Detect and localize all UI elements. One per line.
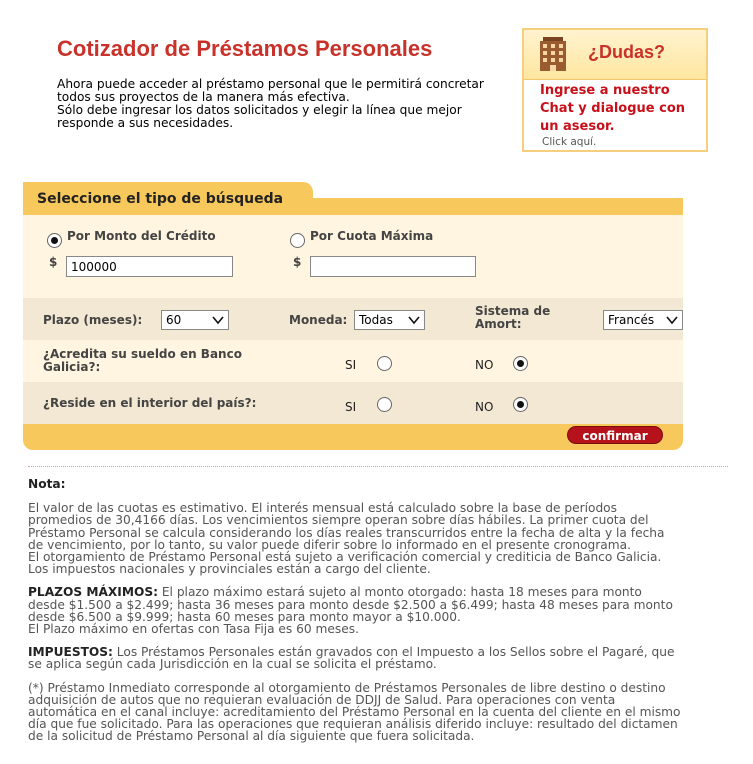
sueldo-question-line: ¿Acredita su sueldo en Banco: [43, 347, 242, 361]
notes-line: Préstamo Personal se calcula considerando los días reales transcurridos entre la fecha de alta y la fecha: [28, 525, 665, 540]
notes-line: automática en el canal incluye: acreditamiento del Préstamo Personal en la cuenta del cliente en el mismo: [28, 705, 681, 720]
notes-line: de vencimiento, por lo tanto, su valor puede diferir sobre lo informado en el presente cronograma.: [28, 537, 631, 552]
radio-por-cuota[interactable]: [290, 233, 305, 248]
notes-line: desde $6.500 a $9.999; hasta 60 meses para monto mayor a $10.000.: [28, 609, 461, 624]
notes-line: (*) Préstamo Inmediato corresponde al otorgamiento de Préstamos Personales de libre destino o destino: [28, 680, 666, 695]
reside-si-radio[interactable]: [377, 397, 392, 412]
notes-line: día que fue solicitado. Para las operaciones que requieran análisis diferido incluye: resultado del dictamen: [28, 717, 678, 732]
sistema-value: Francés: [608, 313, 655, 327]
sueldo-no-radio[interactable]: [513, 356, 528, 371]
plazo-select[interactable]: [161, 310, 229, 330]
chat-help-message[interactable]: Ingrese a nuestro Chat y dialogue con un asesor.: [540, 83, 686, 134]
impuestos-heading: IMPUESTOS:: [28, 645, 113, 660]
sueldo-no-label: NO: [475, 358, 494, 372]
page-title: Cotizador de Préstamos Personales: [57, 36, 433, 61]
cuota-input[interactable]: [310, 256, 476, 277]
divider: [28, 466, 728, 467]
notes-line: adquisición de autos que no requieran evaluación de DDJJ de Salud. Para operaciones con venta: [28, 692, 616, 707]
sueldo-si-label: SI: [345, 358, 357, 372]
moneda-value: Todas: [359, 313, 393, 327]
plazos-heading: PLAZOS MÁXIMOS:: [28, 585, 158, 600]
notes-line: Los impuestos nacionales y provinciales están a cargo del cliente.: [28, 562, 431, 577]
notes-heading: Nota:: [28, 477, 66, 491]
intro-line: Ahora puede acceder al préstamo personal que le permitirá concretar: [57, 77, 484, 91]
notes-paragraph-general: [28, 502, 731, 575]
intro-line: Sólo debe ingresar los datos solicitados y elegir la línea que mejor: [57, 103, 462, 117]
building-icon: [540, 37, 566, 71]
reside-si-label: SI: [345, 400, 357, 414]
moneda-label: Moneda:: [289, 313, 348, 327]
sueldo-question-line: Galicia?:: [43, 360, 101, 374]
moneda-select[interactable]: [354, 310, 425, 330]
notes-line: promedios de 30,4166 días. Los vencimientos siempre operan sobre días hábiles. La primer cuota del: [28, 513, 649, 528]
chat-help-link[interactable]: Click aquí.: [542, 136, 597, 148]
chat-help-header: [524, 30, 706, 80]
plazo-value: 60: [166, 313, 182, 327]
radio-por-monto[interactable]: [47, 233, 62, 248]
chat-help-box[interactable]: [522, 28, 708, 152]
notes-line: se aplica según cada Jurisdicción en la cual se solicita el préstamo.: [28, 657, 437, 672]
currency-symbol-monto: $: [49, 255, 58, 269]
label-por-monto: Por Monto del Crédito: [67, 229, 216, 243]
chevron-down-icon: [408, 315, 420, 325]
sistema-label: [475, 305, 550, 331]
sistema-select[interactable]: [603, 310, 683, 330]
monto-input[interactable]: [66, 256, 233, 277]
notes-paragraph-impuestos: [28, 646, 731, 670]
reside-no-radio[interactable]: [513, 397, 528, 412]
confirm-button[interactable]: confirmar: [567, 426, 663, 444]
notes-paragraph-plazos: [28, 586, 731, 635]
sueldo-si-radio[interactable]: [377, 356, 392, 371]
reside-question: ¿Reside en el interior del país?:: [43, 396, 257, 410]
chat-help-title: ¿Dudas?: [588, 42, 666, 62]
notes-line: de la solicitud de Préstamo Personal al día siguiente que fuera solicitada.: [28, 729, 475, 744]
notes-paragraph-inmediato: [28, 682, 731, 743]
chevron-down-icon: [666, 315, 678, 325]
plazo-label: Plazo (meses):: [43, 313, 143, 327]
notes-line: El Plazo máximo en ofertas con Tasa Fija es 60 meses.: [28, 622, 359, 637]
intro-line: responde a sus necesidades.: [57, 116, 234, 130]
notes-section: [28, 478, 731, 754]
notes-line: desde $1.500 a $2.499; hasta 36 meses para monto desde $2.500 a $6.499; hasta 48 meses para monto: [28, 597, 673, 612]
reside-no-label: NO: [475, 400, 494, 414]
search-tab: [23, 182, 313, 215]
currency-symbol-cuota: $: [293, 255, 302, 269]
notes-line: El valor de las cuotas es estimativo. El interés mensual está calculado sobre la base de períodos: [28, 501, 617, 516]
notes-line: El otorgamiento de Préstamo Personal está sujeto a verificación comercial y crediticia de Banco Galicia.: [28, 550, 662, 565]
search-tab-title: Seleccione el tipo de búsqueda: [37, 191, 284, 207]
sistema-label-line: Amort:: [475, 317, 522, 331]
intro-line: todos sus proyectos de la manera más efectiva.: [57, 90, 350, 104]
sistema-label-line: Sistema de: [475, 304, 551, 318]
label-por-cuota: Por Cuota Máxima: [310, 229, 434, 243]
sueldo-question: [43, 348, 242, 374]
chevron-down-icon: [212, 315, 224, 325]
notes-line: Los Préstamos Personales están gravados con el Impuesto a los Sellos sobre el Pagaré, que: [112, 645, 675, 660]
notes-line: El plazo máximo estará sujeto al monto otorgado: hasta 18 meses para monto: [157, 585, 642, 600]
intro-text: [57, 78, 527, 130]
